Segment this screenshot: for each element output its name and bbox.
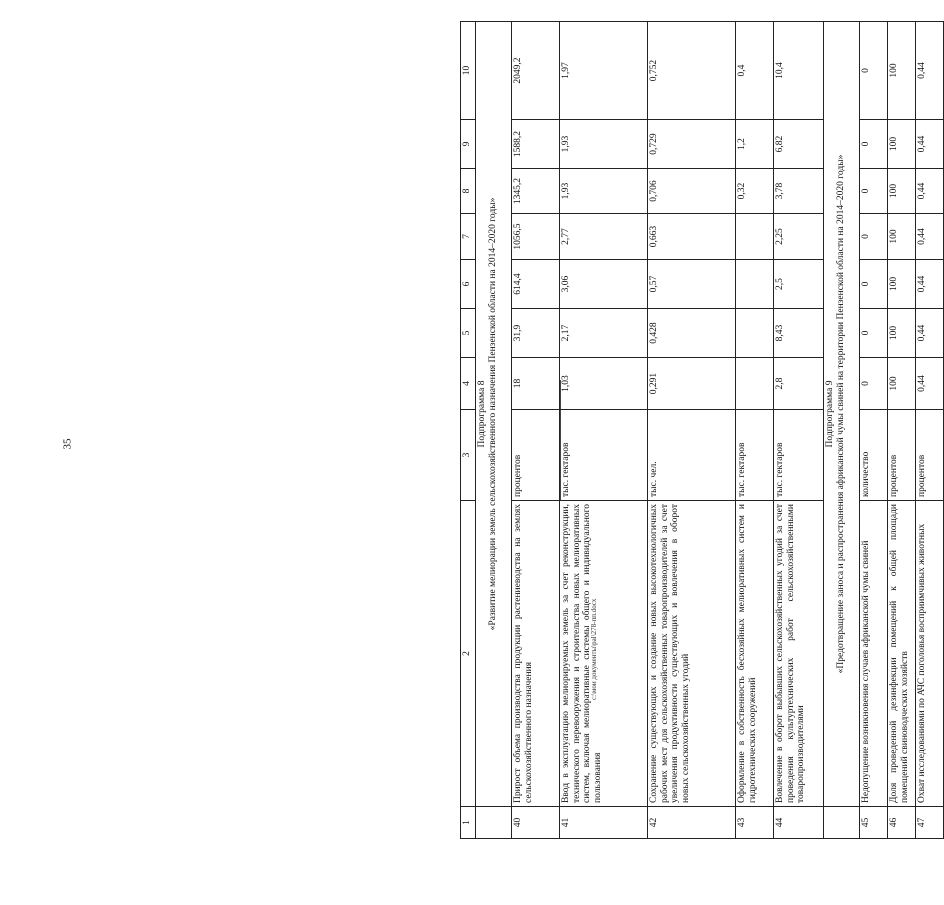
footer-file-path: c:\мои документы\pal\278-пп.docx <box>590 598 598 700</box>
year-value: 2,77 <box>560 214 648 260</box>
year-value: 1588,2 <box>512 120 560 169</box>
column-number: 10 <box>461 22 476 120</box>
year-value: 0,44 <box>916 358 944 410</box>
indicators-table <box>460 21 944 839</box>
row-number: 46 <box>888 807 916 839</box>
subprogram-header-row <box>824 22 860 839</box>
year-value: 100 <box>888 214 916 260</box>
indicator-name: Вовлечение в оборот выбывших сельскохозяйственных угодий за счет проведения культуртехнических работ сельскохозяйственными товаропроизводителями <box>774 501 824 807</box>
year-value: 100 <box>888 120 916 169</box>
year-value: 0 <box>860 120 888 169</box>
year-value: 100 <box>888 22 916 120</box>
year-value: 0,44 <box>916 22 944 120</box>
indicator-name: Охват исследованиями по АЧС поголовья восприимчивых животных <box>916 501 944 807</box>
year-value: 0 <box>860 358 888 410</box>
empty-cell <box>824 807 860 839</box>
indicator-name: Доля проведенной дезинфекции помещений к общей площади помещений свиноводческих хозяйств <box>888 501 916 807</box>
unit-of-measure: тыс. гектаров <box>736 410 774 501</box>
year-value: 0,428 <box>648 309 736 358</box>
year-value: 0,44 <box>916 214 944 260</box>
subprogram-title: Подпрограмма 9 <box>825 380 835 448</box>
page-number: 35 <box>61 438 74 450</box>
year-value: 3,06 <box>560 260 648 309</box>
year-value: 0,57 <box>648 260 736 309</box>
year-value: 1,93 <box>560 120 648 169</box>
table-row <box>648 22 736 839</box>
empty-cell <box>476 807 512 839</box>
unit-of-measure: тыс. чел. <box>648 410 736 501</box>
row-number: 47 <box>916 807 944 839</box>
row-number: 44 <box>774 807 824 839</box>
table-row <box>916 22 944 839</box>
subprogram-header-row <box>476 22 512 839</box>
year-value: 31,9 <box>512 309 560 358</box>
year-value <box>736 260 774 309</box>
year-value: 2,8 <box>774 358 824 410</box>
year-value: 614,4 <box>512 260 560 309</box>
year-value: 100 <box>888 260 916 309</box>
unit-of-measure: тыс. гектаров <box>774 410 824 501</box>
unit-of-measure: процентов <box>916 410 944 501</box>
year-value: 0,291 <box>648 358 736 410</box>
year-value: 2049,2 <box>512 22 560 120</box>
year-value <box>736 214 774 260</box>
column-numbers-row <box>461 22 476 839</box>
row-number: 43 <box>736 807 774 839</box>
unit-of-measure: тыс. гектаров <box>560 410 648 501</box>
column-number: 9 <box>461 120 476 169</box>
table-row <box>888 22 916 839</box>
year-value: 18 <box>512 358 560 410</box>
indicator-name: Прирост объема производства продукции растениеводства на землях сельскохозяйственного назначения <box>512 501 560 807</box>
year-value: 0 <box>860 169 888 214</box>
unit-of-measure: процентов <box>888 410 916 501</box>
year-value: 1056,5 <box>512 214 560 260</box>
year-value: 1,03 <box>560 358 648 410</box>
row-number: 45 <box>860 807 888 839</box>
year-value: 2,17 <box>560 309 648 358</box>
year-value: 0 <box>860 309 888 358</box>
year-value: 0 <box>860 260 888 309</box>
unit-of-measure: процентов <box>512 410 560 501</box>
year-value: 0,32 <box>736 169 774 214</box>
table-row <box>736 22 774 839</box>
table-row <box>860 22 888 839</box>
year-value: 6,82 <box>774 120 824 169</box>
year-value: 1,97 <box>560 22 648 120</box>
subprogram-header-cell <box>824 22 860 807</box>
year-value: 0,706 <box>648 169 736 214</box>
year-value: 1345,2 <box>512 169 560 214</box>
year-value: 0,663 <box>648 214 736 260</box>
table-row <box>774 22 824 839</box>
year-value: 8,43 <box>774 309 824 358</box>
unit-of-measure: количество <box>860 410 888 501</box>
indicator-name: Оформление в собственность бесхозяйных мелиоративных систем и гидротехнических сооружений <box>736 501 774 807</box>
column-number: 3 <box>461 410 476 501</box>
year-value: 100 <box>888 169 916 214</box>
year-value <box>736 309 774 358</box>
year-value: 10,4 <box>774 22 824 120</box>
year-value <box>736 358 774 410</box>
year-value: 100 <box>888 309 916 358</box>
year-value: 0 <box>860 22 888 120</box>
row-number: 41 <box>560 807 648 839</box>
year-value: 2,25 <box>774 214 824 260</box>
subprogram-title: Подпрограмма 8 <box>477 380 487 448</box>
subprogram-subtitle: «Предотвращение заноса и распространения африканской чумы свиней на территории Пензенской области на 2014–2020 годы» <box>835 154 846 674</box>
year-value: 0,44 <box>916 169 944 214</box>
year-value: 0,4 <box>736 22 774 120</box>
indicator-name: Ввод в эксплуатацию мелиорируемых земель за счет реконструкции, технического перевооружения и строительства новых мелиоративных систем, включая мелиоративные системы общего и индивидуального пользования <box>560 501 648 807</box>
year-value: 1,2 <box>736 120 774 169</box>
year-value: 1,93 <box>560 169 648 214</box>
year-value: 0,44 <box>916 309 944 358</box>
year-value: 0,44 <box>916 120 944 169</box>
column-number: 5 <box>461 309 476 358</box>
table-row <box>560 22 648 839</box>
column-number: 4 <box>461 358 476 410</box>
year-value: 0,752 <box>648 22 736 120</box>
year-value: 0,729 <box>648 120 736 169</box>
year-value: 3,78 <box>774 169 824 214</box>
row-number: 42 <box>648 807 736 839</box>
indicator-name: Недопущение возникновения случаев африканской чумы свиней <box>860 501 888 807</box>
table-row <box>512 22 560 839</box>
year-value: 0 <box>860 214 888 260</box>
subprogram-subtitle: «Развитие мелиорации земель сельскохозяйственного назначения Пензенской области на 2014–2020 годы» <box>487 197 498 631</box>
indicator-name: Сохранение существующих и создание новых высокотехнологичных рабочих мест для сельскохозяйственных товаропроизводителей за счет увеличения продуктивности существующих и вовлечения в оборот новых сельскохозяйственных угодий <box>648 501 736 807</box>
rotated-table-container <box>460 22 927 839</box>
column-number: 6 <box>461 260 476 309</box>
column-number: 1 <box>461 807 476 839</box>
column-number: 7 <box>461 214 476 260</box>
year-value: 0,44 <box>916 260 944 309</box>
column-number: 2 <box>461 501 476 807</box>
year-value: 2,5 <box>774 260 824 309</box>
row-number: 40 <box>512 807 560 839</box>
subprogram-header-cell <box>476 22 512 807</box>
column-number: 8 <box>461 169 476 214</box>
year-value: 100 <box>888 358 916 410</box>
